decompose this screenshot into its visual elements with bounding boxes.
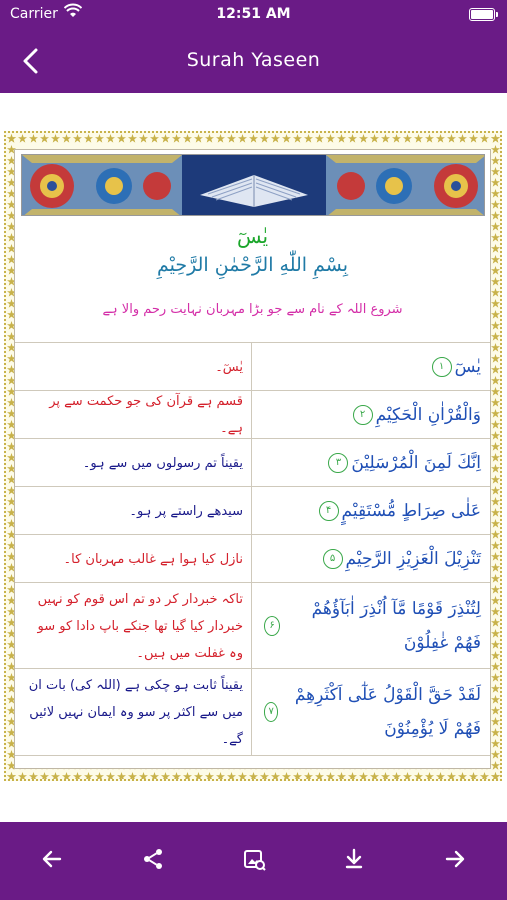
status-time: 12:51 AM	[216, 6, 291, 22]
verse-arabic	[255, 583, 487, 669]
page-title: Surah Yaseen	[186, 49, 321, 71]
ayah-number-icon: ۱	[432, 357, 452, 377]
verse-arabic-text: يٰسٓ	[454, 357, 481, 377]
verse-translation: قسم ہے قرآن کی جو حکمت سے پر ہے۔	[49, 394, 243, 436]
ayah-number-icon: ۷	[264, 702, 278, 722]
verse-translation: تاکہ خبردار کر دو تم اس قوم کو نہیں خبردار کیا گیا تھا جنکے باپ دادا کو سو وہ غفلت میں ہیں۔	[37, 591, 243, 661]
verse-translation: نازل کیا ہوا ہے غالب مہربان کا۔	[63, 551, 243, 567]
ayah-number-icon: ۴	[319, 501, 339, 521]
save-image-button[interactable]	[234, 839, 274, 879]
ayah-number-icon: ۲	[353, 405, 373, 425]
book-image	[182, 155, 326, 216]
column-divider	[251, 583, 252, 669]
verse-arabic	[255, 669, 487, 755]
verse-arabic	[255, 535, 487, 583]
save-image-icon	[242, 847, 266, 871]
verse-arabic	[255, 343, 487, 391]
verse-arabic-text: عَلٰى صِرَاطٍ مُّسْتَقِيْمٍ	[341, 501, 481, 521]
verse-translation: یٰسٓ۔	[215, 359, 243, 375]
carrier-label: Carrier	[10, 6, 58, 22]
ayah-number-icon: ۶	[264, 616, 280, 636]
verse-arabic-text: تَنْزِيْلَ الْعَزِيْزِ الرَّحِيْمِ	[345, 549, 481, 569]
verse-translation: یقیناً ثابت ہو چکی ہے (اللہ کی) بات ان میں سے اکثر پر سو وہ ایمان نہیں لائیں گے۔	[28, 677, 243, 747]
verse-translation: سیدھے راستے پر ہو۔	[129, 503, 243, 519]
verse-row[interactable]	[15, 486, 490, 535]
status-bar	[0, 0, 507, 30]
verse-row[interactable]	[15, 668, 490, 756]
verse-arabic-text: اِنَّكَ لَمِنَ الْمُرْسَلِيْنَ	[351, 453, 481, 473]
back-arrow-icon	[40, 847, 64, 871]
verse-row[interactable]	[15, 342, 490, 391]
verse-arabic-text: لِتُنْذِرَ قَوْمًا مَّآ اُنْذِرَ اٰبَآؤُهُمْ فَهُمْ غٰفِلُوْنَ	[311, 599, 481, 653]
surah-panel	[14, 149, 491, 769]
verse-row[interactable]	[15, 534, 490, 583]
verse-row[interactable]	[15, 390, 490, 439]
navigation-bar	[0, 30, 507, 93]
verse-arabic	[255, 439, 487, 487]
previous-button[interactable]	[32, 839, 72, 879]
verse-row[interactable]	[15, 582, 490, 669]
surah-page[interactable]	[0, 93, 507, 822]
verse-arabic	[255, 487, 487, 535]
quran-banner-image	[21, 154, 485, 216]
verse-translation: یقیناً تم رسولوں میں سے ہو۔	[82, 455, 243, 471]
verse-arabic	[255, 391, 487, 439]
column-divider	[251, 391, 252, 439]
column-divider	[251, 669, 252, 755]
surah-name: یٰسٓ	[236, 224, 269, 248]
next-button[interactable]	[435, 839, 475, 879]
verse-arabic-text: لَقَدْ حَقَّ الْقَوْلُ عَلٰٓى اَكْثَرِهِمْ فَهُمْ لَا يُؤْمِنُوْنَ	[294, 685, 481, 739]
column-divider	[251, 487, 252, 535]
column-divider	[251, 439, 252, 487]
column-divider	[251, 535, 252, 583]
share-icon	[141, 847, 165, 871]
ayah-number-icon: ۵	[323, 549, 343, 569]
ayah-number-icon: ۳	[328, 453, 348, 473]
bismillah-translation: شروع اللہ کے نام سے جو بڑا مہربان نہایت رحم والا ہے	[102, 302, 403, 317]
bottom-toolbar	[0, 822, 507, 900]
forward-arrow-icon	[443, 847, 467, 871]
download-button[interactable]	[334, 839, 374, 879]
column-divider	[251, 343, 252, 391]
bismillah: بِسْمِ اللّٰهِ الرَّحْمٰنِ الرَّحِيْمِ	[157, 254, 348, 276]
surah-header	[15, 218, 490, 342]
battery-icon	[469, 8, 495, 21]
share-button[interactable]	[133, 839, 173, 879]
verse-arabic-text: وَالْقُرْاٰنِ الْحَكِيْمِ	[375, 405, 481, 425]
verse-row[interactable]	[15, 438, 490, 487]
download-icon	[342, 847, 366, 871]
